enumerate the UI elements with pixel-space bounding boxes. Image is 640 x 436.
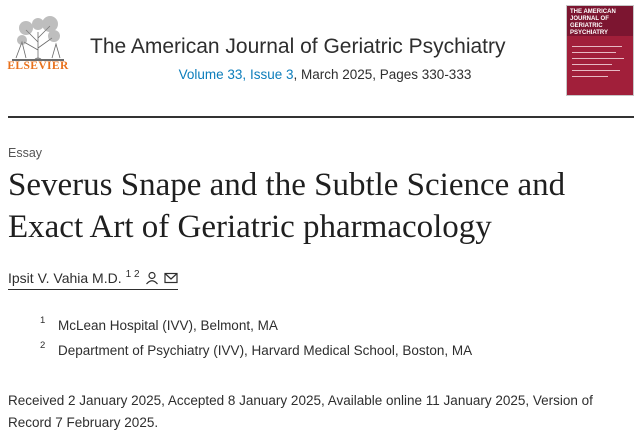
journal-issue-info xyxy=(90,67,560,82)
cover-title: THE AMERICAN JOURNAL OF GERIATRIC PSYCHIATRY xyxy=(570,9,616,36)
volume-issue-link[interactable]: Volume 33, Issue 3 xyxy=(178,67,294,82)
author-affil-refs[interactable]: 1 2 xyxy=(125,268,140,280)
issue-date-pages: , March 2025, Pages 330-333 xyxy=(293,67,472,82)
cover-line xyxy=(572,64,612,65)
author-name[interactable]: Ipsit V. Vahia M.D. xyxy=(8,270,122,286)
cover-line xyxy=(572,58,624,59)
cover-line xyxy=(572,52,616,53)
affiliation-text: McLean Hospital (IVV), Belmont, MA xyxy=(58,318,278,333)
affiliation-text: Department of Psychiatry (IVV), Harvard Medical School, Boston, MA xyxy=(58,343,473,358)
journal-title[interactable]: The American Journal of Geriatric Psychiatry xyxy=(90,35,506,58)
article-type: Essay xyxy=(8,146,43,160)
header-divider xyxy=(8,116,634,118)
cover-line xyxy=(572,70,620,71)
affiliation-number: 2 xyxy=(40,340,46,351)
cover-line xyxy=(572,46,622,47)
affiliation-number: 1 xyxy=(40,315,46,326)
journal-header xyxy=(0,0,640,116)
article-history-dates: Received 2 January 2025, Accepted 8 January 2025, Available online 11 January 2025, Version of Record 7 February 2025. xyxy=(8,393,593,430)
cover-line xyxy=(572,76,608,77)
author-line[interactable] xyxy=(8,270,178,290)
affiliation-1 xyxy=(40,315,278,333)
publisher-name: ELSEVIER xyxy=(7,60,69,72)
person-icon[interactable] xyxy=(145,271,159,285)
affiliation-2 xyxy=(40,340,473,358)
article-title: Severus Snape and the Subtle Science and Exact Art of Geriatric pharmacology xyxy=(8,167,566,245)
journal-cover-thumbnail[interactable] xyxy=(566,5,634,96)
envelope-icon[interactable] xyxy=(164,271,178,285)
